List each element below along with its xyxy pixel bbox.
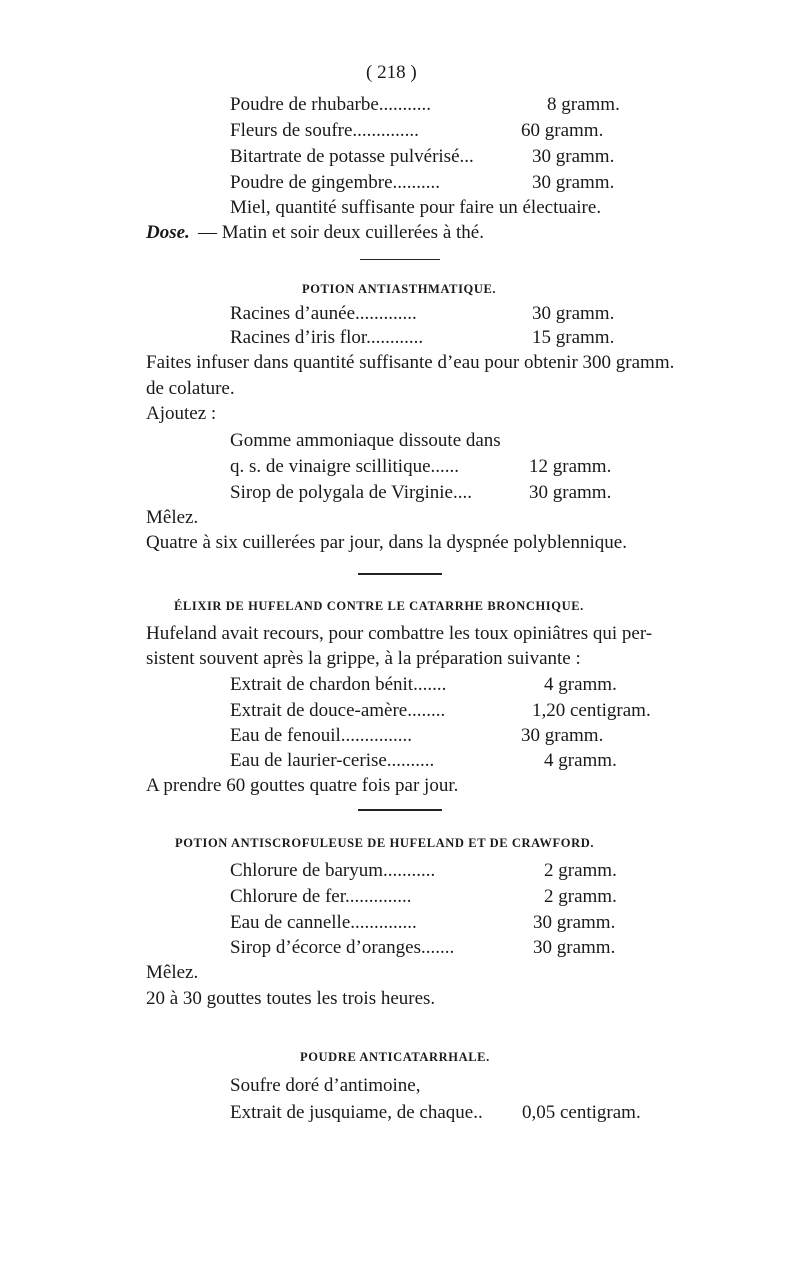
dose-label: Dose.	[146, 222, 190, 243]
ingredient-line: Sirop de polygala de Virginie....	[230, 482, 472, 503]
ingredient-qty: 1,20 centigram.	[532, 700, 651, 721]
paragraph-line: Faites infuser dans quantité suffisante d’eau pour obtenir 300 gramm.	[146, 352, 675, 373]
page-number: ( 218 )	[366, 62, 417, 83]
ingredient-line: Eau de cannelle..............	[230, 912, 417, 933]
paragraph-line: A prendre 60 gouttes quatre fois par jour.	[146, 775, 459, 796]
ingredient-line: Bitartrate de potasse pulvérisé...	[230, 146, 474, 167]
section-divider	[360, 259, 440, 260]
section-title: POTION ANTISCROFULEUSE DE HUFELAND ET DE CRAWFORD.	[175, 836, 595, 850]
ingredient-line: Extrait de chardon bénit.......	[230, 674, 447, 695]
section-divider	[358, 573, 442, 575]
paragraph-line: 20 à 30 gouttes toutes les trois heures.	[146, 988, 436, 1009]
ingredient-qty: 30 gramm.	[529, 482, 612, 503]
ingredient-qty: 30 gramm.	[532, 172, 615, 193]
ingredient-qty: 12 gramm.	[529, 456, 612, 477]
ingredient-qty: 0,05 centigram.	[522, 1102, 641, 1123]
ingredient-qty: 30 gramm.	[532, 303, 615, 324]
ingredient-line: Fleurs de soufre..............	[230, 120, 419, 141]
ingredient-line: q. s. de vinaigre scillitique......	[230, 456, 460, 477]
ingredient-line: Racines d’iris flor............	[230, 327, 424, 348]
ingredient-line: Eau de fenouil...............	[230, 725, 413, 746]
ingredient-line: Sirop d’écorce d’oranges.......	[230, 937, 455, 958]
instruction-line: Miel, quantité suffisante pour faire un électuaire.	[230, 197, 602, 218]
ingredient-line: Poudre de rhubarbe...........	[230, 94, 432, 115]
paragraph-line: Quatre à six cuillerées par jour, dans la dyspnée polyblennique.	[146, 532, 627, 553]
paragraph-line: Hufeland avait recours, pour combattre les toux opiniâtres qui per-	[146, 623, 653, 644]
ingredient-qty: 4 gramm.	[544, 750, 617, 771]
ingredient-line: Chlorure de baryum...........	[230, 860, 436, 881]
ingredient-qty: 30 gramm.	[533, 937, 616, 958]
section-title: ÉLIXIR DE HUFELAND CONTRE LE CATARRHE BRONCHIQUE.	[174, 599, 584, 613]
paragraph-line: Ajoutez :	[146, 403, 217, 424]
ingredient-qty: 60 gramm.	[521, 120, 604, 141]
ingredient-line: Eau de laurier-cerise..........	[230, 750, 435, 771]
ingredient-line: Chlorure de fer..............	[230, 886, 412, 907]
ingredient-line: Soufre doré d’antimoine,	[230, 1075, 421, 1096]
ingredient-line: Extrait de douce-amère........	[230, 700, 446, 721]
ingredient-line: Poudre de gingembre..........	[230, 172, 441, 193]
ingredient-qty: 2 gramm.	[544, 886, 617, 907]
ingredient-qty: 30 gramm.	[532, 146, 615, 167]
ingredient-line: Racines d’aunée.............	[230, 303, 417, 324]
paragraph-line: de colature.	[146, 378, 235, 399]
ingredient-qty: 30 gramm.	[521, 725, 604, 746]
section-title: POTION ANTIASTHMATIQUE.	[302, 282, 497, 296]
ingredient-qty: 2 gramm.	[544, 860, 617, 881]
dose-text: — Matin et soir deux cuillerées à thé.	[198, 222, 484, 243]
ingredient-qty: 30 gramm.	[533, 912, 616, 933]
section-title: POUDRE ANTICATARRHALE.	[300, 1050, 490, 1064]
ingredient-line: Extrait de jusquiame, de chaque..	[230, 1102, 483, 1123]
paragraph-line: Mêlez.	[146, 962, 199, 983]
ingredient-qty: 15 gramm.	[532, 327, 615, 348]
paragraph-line: Mêlez.	[146, 507, 199, 528]
ingredient-qty: 8 gramm.	[547, 94, 620, 115]
paragraph-line: sistent souvent après la grippe, à la préparation suivante :	[146, 648, 581, 669]
ingredient-qty: 4 gramm.	[544, 674, 617, 695]
ingredient-line: Gomme ammoniaque dissoute dans	[230, 430, 501, 451]
section-divider	[358, 809, 442, 811]
